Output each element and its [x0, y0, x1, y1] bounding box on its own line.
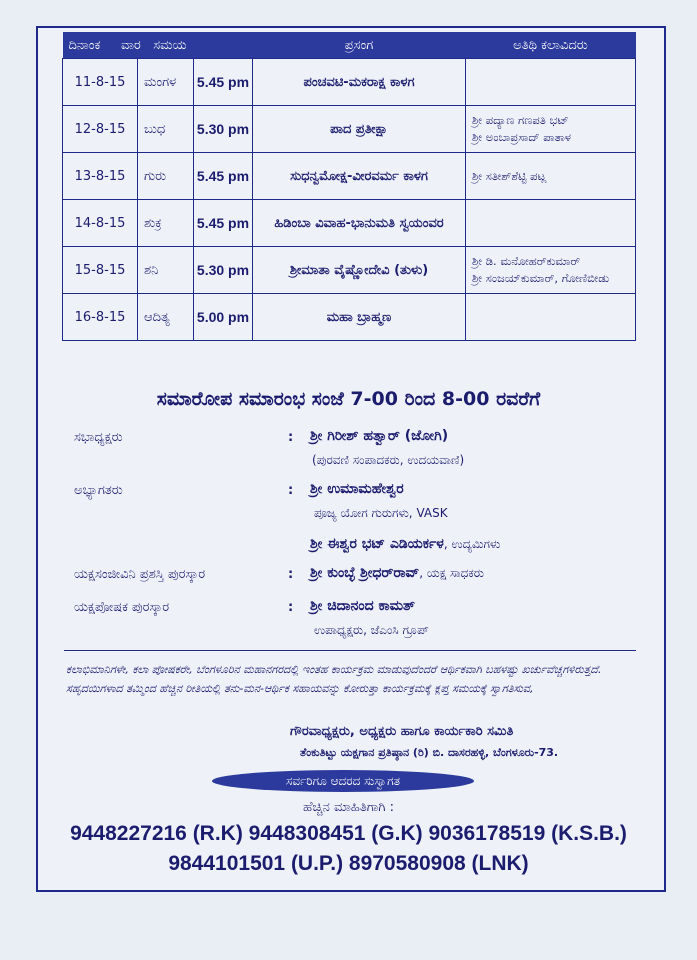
- cell-date: 12-8-15: [63, 106, 138, 153]
- award1-label: ಯಕ್ಷಸಂಜೀವಿನಿ ಪ್ರಶಸ್ತಿ ಪುರಸ್ಕಾರ: [74, 567, 206, 582]
- table-row: [63, 294, 636, 341]
- cell-guests: [466, 294, 636, 341]
- schedule-table: [62, 32, 636, 341]
- table-row: [63, 247, 636, 294]
- guest2-name: ಶ್ರೀ ಈಶ್ವರ ಭಟ್ ಎಡಿಯರ್ಕಳ, ಉದ್ಯಮಿಗಳು: [310, 536, 501, 552]
- guest-line: ಶ್ರೀ ಸಂಜಯ್‌ಕುಮಾರ್, ಗೋಣಿಬೀಡು: [472, 271, 610, 285]
- cell-title: ಮಹಾ ಬ್ರಾಹ್ಮಣ: [253, 294, 466, 341]
- header-day: ವಾರ: [121, 37, 141, 53]
- table-row: [63, 153, 636, 200]
- cell-title: ಶ್ರೀಮಾತಾ ವೈಷ್ಣೋದೇವಿ (ತುಳು): [253, 247, 466, 294]
- cell-title: ಸುಧನ್ವಮೋಕ್ಷ-ವೀರವರ್ಮ ಕಾಳಗ: [253, 153, 466, 200]
- cell-date: 16-8-15: [63, 294, 138, 341]
- cell-guests: [466, 153, 636, 200]
- header-time: ಸಮಯ: [153, 37, 187, 53]
- cell-date: 15-8-15: [63, 247, 138, 294]
- table-row: [63, 200, 636, 247]
- cell-title: ಪಂಚವಟಿ-ಮಕರಾಕ್ಷ ಕಾಳಗ: [253, 59, 466, 106]
- cell-guests: [466, 200, 636, 247]
- ceremony-heading: ಸಮಾರೋಪ ಸಮಾರಂಭ ಸಂಜೆ 7-00 ರಿಂದ 8-00 ರವರೆಗೆ: [156, 388, 541, 410]
- committee-signature: ಗೌರವಾಧ್ಯಕ್ಷರು, ಅಧ್ಯಕ್ಷರು ಹಾಗೂ ಕಾರ್ಯಕಾರಿ ಸಮಿತಿ: [290, 724, 514, 739]
- guest1-sub: ಪೂಜ್ಯ ಯೋಗ ಗುರುಗಳು, VASK: [314, 506, 448, 520]
- cell-time: 5.00 pm: [194, 294, 253, 341]
- award2-label: ಯಕ್ಷಪೋಷಕ ಪುರಸ್ಕಾರ: [74, 600, 170, 615]
- table-row: [63, 106, 636, 153]
- award2-sub: ಉಪಾಧ್ಯಕ್ಷರು, ಜೆಎಂಸಿ ಗ್ರೂಪ್: [314, 623, 429, 637]
- cell-time: 5.45 pm: [194, 59, 253, 106]
- guests-label: ಅಭ್ಯಾಗತರು: [74, 483, 123, 498]
- colon: :: [288, 430, 294, 445]
- presided-label: ಸಭಾಧ್ಯಕ್ಷರು: [74, 430, 123, 445]
- cell-guests: [466, 106, 636, 153]
- presided-name: ಶ್ರೀ ಗಿರೀಶ್ ಹತ್ವಾರ್ (ಜೋಗಿ): [310, 428, 449, 444]
- cell-date: 11-8-15: [63, 59, 138, 106]
- cell-day: ಬುಧ: [138, 106, 194, 153]
- cell-date: 14-8-15: [63, 200, 138, 247]
- presided-sub: (ಪುರವಣಿ ಸಂಪಾದಕರು, ಉದಯವಾಣಿ): [312, 453, 465, 467]
- colon: :: [288, 567, 294, 582]
- cell-day: ಗುರು: [138, 153, 194, 200]
- divider: [64, 650, 636, 651]
- award1-name: ಶ್ರೀ ಕುಂಬ್ಳೆ ಶ್ರೀಧರ್‌ರಾವ್, ಯಕ್ಷ ಸಾಧಕರು: [310, 565, 484, 581]
- colon: :: [288, 483, 294, 498]
- cell-day: ಶನಿ: [138, 247, 194, 294]
- appeal-text: ಕಲಾಭಿಮಾನಿಗಳೇ, ಕಲಾ ಪೋಷಕರೇ, ಬೆಂಗಳೂರಿನ ಮಹಾನಗರದಲ್ಲಿ ಇಂತಹ ಕಾರ್ಯಕ್ರಮ ಮಾಡುವುದೆಂದರೆ ಆರ್ಥಿಕವಾಗಿ ಬಹಳಷ್ಟು ಖರ್ಚುವೆಚ್ಚಗಳಿರುತ್ತದೆ. ಸಹೃದಯಿಗಳಾದ ತಮ್ಮಿಂದ ಹೆಚ್ಚಿನ ರೀತಿಯಲ್ಲಿ ತನು-ಮನ-ಆರ್ಥಿಕ ಸಹಾಯವನ್ನು ಕೋರುತ್ತಾ ಕಾರ್ಯಕ್ರಮಕ್ಕೆ ಕ್ಲಪ್ತ ಸಮಯಕ್ಕೆ ಸ್ವಾಗತಿಸುವ,: [66, 663, 602, 695]
- award2-name: ಶ್ರೀ ಚಿದಾನಂದ ಕಾಮತ್: [310, 598, 416, 614]
- cell-title: ಹಿಡಿಂಬಾ ವಿವಾಹ-ಭಾನುಮತಿ ಸ್ವಯಂವರ: [253, 200, 466, 247]
- cell-day: ಆದಿತ್ಯ: [138, 294, 194, 341]
- cell-title: ಪಾದ ಪ್ರತೀಕ್ಷಾ: [253, 106, 466, 153]
- welcome-banner: ಸರ್ವರಿಗೂ ಆದರದ ಸುಸ್ವಾಗತ: [212, 770, 474, 792]
- header-guests: ಅತಿಥಿ ಕಲಾವಿದರು: [466, 32, 636, 59]
- cell-date: 13-8-15: [63, 153, 138, 200]
- cell-day: ಮಂಗಳ: [138, 59, 194, 106]
- cell-time: 5.45 pm: [194, 153, 253, 200]
- cell-guests: [466, 247, 636, 294]
- info-label: ಹೆಚ್ಚಿನ ಮಾಹಿತಿಗಾಗಿ :: [303, 800, 394, 815]
- header-date: ದಿನಾಂಕ: [68, 37, 101, 53]
- guest-line: ಶ್ರೀ ಪದ್ಯಾಣ ಗಣಪತಿ ಭಟ್: [472, 113, 569, 127]
- phone-numbers-line2: 9844101501 (U.P.) 8970580908 (LNK): [168, 852, 529, 875]
- guest1-name: ಶ್ರೀ ಉಮಾಮಹೇಶ್ವರ: [310, 481, 404, 497]
- organizer-address: ತೆಂಕುತಿಟ್ಟು ಯಕ್ಷಗಾನ ಪ್ರತಿಷ್ಠಾನ (ರಿ) ಬಿ. ದಾಸರಹಳ್ಳಿ, ಬೆಂಗಳೂರು-73.: [300, 746, 559, 759]
- cell-time: 5.30 pm: [194, 106, 253, 153]
- phone-numbers-line1: 9448227216 (R.K) 9448308451 (G.K) 9036178519 (K.S.B.): [70, 822, 627, 845]
- cell-time: 5.45 pm: [194, 200, 253, 247]
- guest-line: ಶ್ರೀ ಅಂಬಾಪ್ರಸಾದ್ ಪಾತಾಳ: [472, 130, 572, 144]
- header-date-day-time: [63, 32, 253, 59]
- table-header-row: [63, 32, 636, 59]
- header-title: ಪ್ರಸಂಗ: [253, 32, 466, 59]
- table-row: [63, 59, 636, 106]
- cell-day: ಶುಕ್ರ: [138, 200, 194, 247]
- guest-line: ಶ್ರೀ ಸತೀಶ್‌ಶೆಟ್ಟಿ ಪಟ್ಲ: [472, 168, 547, 183]
- guest-line: ಶ್ರೀ ಡಿ. ಮನೋಹರ್‌ಕುಮಾರ್: [472, 254, 581, 268]
- cell-time: 5.30 pm: [194, 247, 253, 294]
- colon: :: [288, 600, 294, 615]
- cell-guests: [466, 59, 636, 106]
